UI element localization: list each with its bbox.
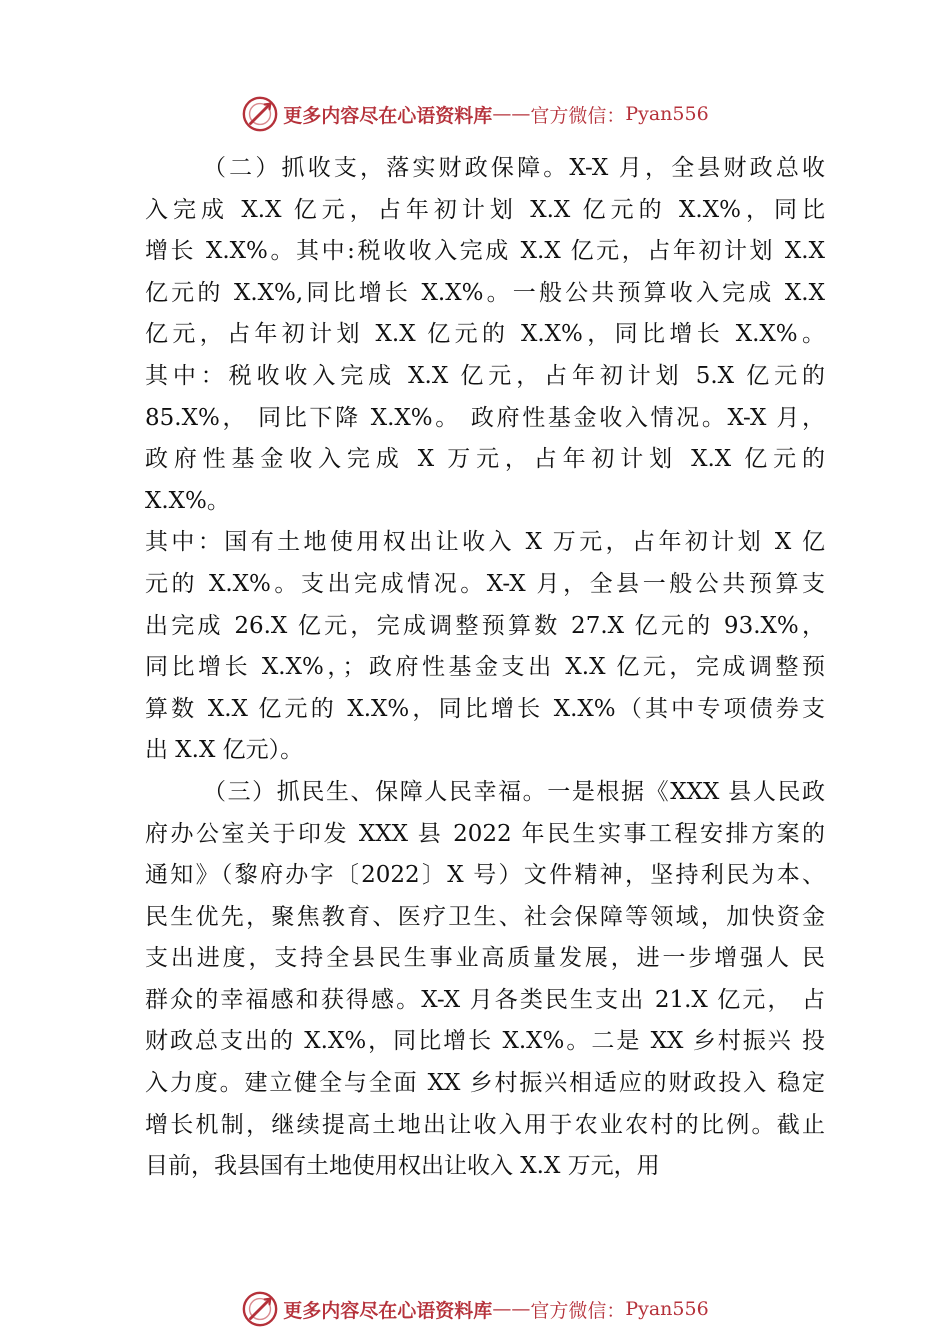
text-line: 其中：税收收入完成 X.X 亿元，占年初计划 5.X 亿元的 — [145, 362, 825, 389]
text-line: 府办公室关于印发 XXX 县 2022 年民生实事工程安排方案的 — [145, 820, 825, 847]
text-line: 财政总支出的 X.X%，同比增长 X.X%。二是 XX 乡村振兴 投 — [145, 1028, 825, 1055]
text-line: （二）抓收支，落实财政保障。X-X 月，全县财政总收 — [203, 155, 825, 181]
paragraph-1 — [145, 148, 825, 522]
text-line: 增长机制，继续提高土地出让收入用于农业农村的比例。截止 — [145, 1111, 825, 1138]
header-banner — [0, 94, 950, 134]
text-line: 算数 X.X 亿元的 X.X%，同比增长 X.X%（其中专项债券支 — [145, 695, 825, 722]
banner-dash: —— — [492, 1298, 531, 1320]
text-line: 民生优先，聚焦教育、医疗卫生、社会保障等领域，加快资金 — [145, 903, 825, 930]
text-line: 亿元，占年初计划 X.X 亿元的 X.X%，同比增长 X.X%。 — [145, 321, 825, 348]
text-line: 出 X.X 亿元）。 — [145, 737, 304, 764]
banner-wechat-id: Pyan556 — [625, 103, 709, 125]
text-line: 元的 X.X%。支出完成情况。X-X 月，全县一般公共预算支 — [145, 570, 825, 597]
text-line: 亿元的 X.X%,同比增长 X.X%。一般公共预算收入完成 X.X — [145, 279, 825, 306]
text-line: 目前，我县国有土地使用权出让收入 X.X 万元，用 — [145, 1153, 660, 1180]
text-line: （三）抓民生、保障人民幸福。一是根据《XXX 县人民政 — [203, 778, 825, 805]
paragraph-2 — [145, 522, 825, 772]
text-line: X.X%。 — [145, 487, 230, 514]
banner-dash: —— — [492, 103, 531, 125]
text-line: 其中：国有土地使用权出让收入 X 万元，占年初计划 X 亿 — [145, 529, 825, 556]
banner-library-text: 更多内容尽在心语资料库 — [283, 1299, 493, 1322]
text-line: 政府性基金收入完成 X 万元，占年初计划 X.X 亿元的 — [145, 446, 825, 473]
text-line: 支出进度，支持全县民生事业高质量发展，进一步增强人 民 — [145, 945, 825, 972]
text-line: 入完成 X.X 亿元，占年初计划 X.X 亿元的 X.X%，同比 — [145, 196, 825, 223]
document-body — [145, 148, 825, 1188]
banner-wechat-id: Pyan556 — [625, 1298, 709, 1320]
banner-wechat-label: 官方微信： — [530, 104, 626, 127]
banner-library-text: 更多内容尽在心语资料库 — [283, 104, 493, 127]
footer-banner — [0, 1289, 950, 1329]
banner-wechat-label: 官方微信： — [530, 1299, 626, 1322]
text-line: 出完成 26.X 亿元，完成调整预算数 27.X 亿元的 93.X%， — [145, 612, 825, 639]
text-line: 增长 X.X%。其中:税收收入完成 X.X 亿元，占年初计划 X.X — [145, 238, 825, 265]
logo-icon — [241, 95, 279, 133]
text-line: 同比增长 X.X%，；政府性基金支出 X.X 亿元，完成调整预 — [145, 654, 825, 681]
logo-icon — [241, 1290, 279, 1328]
text-line: 群众的幸福感和获得感。X-X 月各类民生支出 21.X 亿元， 占 — [145, 986, 825, 1013]
text-line: 85.X%， 同比下降 X.X%。 政府性基金收入情况。X-X 月， — [145, 404, 825, 431]
text-line: 入力度。建立健全与全面 XX 乡村振兴相适应的财政投入 稳定 — [145, 1070, 825, 1097]
paragraph-3 — [145, 772, 825, 1188]
text-line: 通知》（黎府办字〔2022〕X 号）文件精神，坚持利民为本、 — [145, 862, 825, 889]
